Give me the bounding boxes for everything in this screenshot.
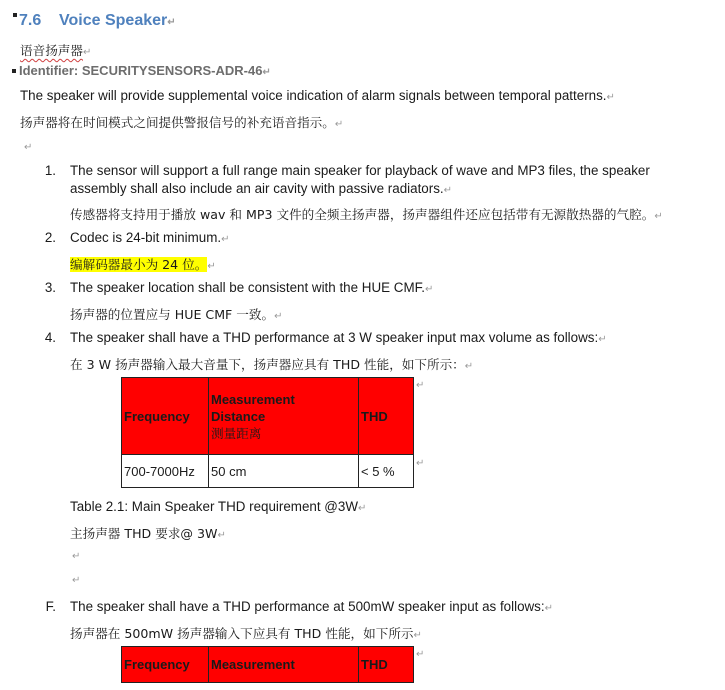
list-item-text: The speaker shall have a THD performance at 3 W speaker input max volume as follows:↵: [70, 330, 607, 345]
list-item-text: The speaker shall have a THD performance at 500mW speaker input as follows:↵: [70, 599, 553, 614]
table-caption: Table 2.1: Main Speaker THD requirement @3W↵: [70, 499, 367, 514]
thd-table-3w: [121, 377, 414, 488]
header-measurement: Measurement Distance 测量距离: [209, 378, 359, 455]
list-marker: 3.: [44, 280, 56, 295]
row-end-mark: ↵: [416, 458, 425, 469]
table-caption-cn: 主扬声器 THD 要求@ 3W↵: [70, 526, 226, 541]
header-thd: THD: [359, 647, 414, 683]
row-end-mark: ↵: [416, 649, 425, 660]
list-item-cn: 扬声器的位置应与 HUE CMF 一致。↵: [70, 307, 283, 322]
empty-paragraph: ↵: [24, 142, 33, 153]
cell-distance: 50 cm: [209, 455, 359, 488]
list-item-cn: 传感器将支持用于播放 wav 和 MP3 文件的全频主扬声器，扬声器组件还应包括带有无源散热器的气腔。↵: [70, 207, 663, 222]
row-end-mark: ↵: [416, 380, 425, 391]
cell-thd: < 5 %: [359, 455, 414, 488]
header-frequency: Frequency: [122, 378, 209, 455]
thd-table-500mw: [121, 646, 414, 683]
identifier: Identifier: SECURITYSENSORS-ADR-46↵: [19, 63, 271, 78]
identifier-bullet: [12, 69, 16, 73]
intro-cn: 扬声器将在时间模式之间提供警报信号的补充语音指示。↵: [20, 115, 344, 130]
list-item-text: The speaker location shall be consistent with the HUE CMF.↵: [70, 280, 434, 295]
table-header-row: [122, 378, 414, 455]
empty-paragraph: ↵: [72, 551, 81, 562]
empty-paragraph: ↵: [72, 575, 81, 586]
list-item-text: The sensor will support a full range main speaker for playback of wave and MP3 files, the speaker: [70, 163, 650, 178]
section-number: 7.6: [19, 12, 42, 29]
intro-en: The speaker will provide supplemental voice indication of alarm signals between temporal patterns.↵: [20, 88, 615, 103]
list-item-cn-highlighted: 编解码器最小为 24 位。↵: [70, 257, 216, 272]
list-marker: 2.: [44, 230, 56, 245]
header-measurement: Measurement: [209, 647, 359, 683]
section-title: Voice Speaker: [59, 12, 168, 29]
list-item-cn: 扬声器在 500mW 扬声器输入下应具有 THD 性能，如下所示↵: [70, 626, 422, 641]
list-item-text: Codec is 24-bit minimum.↵: [70, 230, 230, 245]
header-thd: THD: [359, 378, 414, 455]
heading-bullet: [13, 13, 17, 17]
header-frequency: Frequency: [122, 647, 209, 683]
table-header-row: [122, 647, 414, 683]
cell-frequency: 700-7000Hz: [122, 455, 209, 488]
list-marker: 4.: [44, 330, 56, 345]
list-item-text: assembly shall also include an air cavity with passive radiators.↵: [70, 181, 453, 196]
list-marker: F.: [45, 599, 56, 614]
table-row: [122, 455, 414, 488]
list-item-cn: 在 3 W 扬声器输入最大音量下，扬声器应具有 THD 性能，如下所示：↵: [70, 357, 474, 372]
section-heading: 7.6 Voice Speaker↵: [19, 12, 176, 29]
list-marker: 1.: [44, 163, 56, 178]
section-title-cn: 语音扬声器↵: [20, 43, 92, 58]
